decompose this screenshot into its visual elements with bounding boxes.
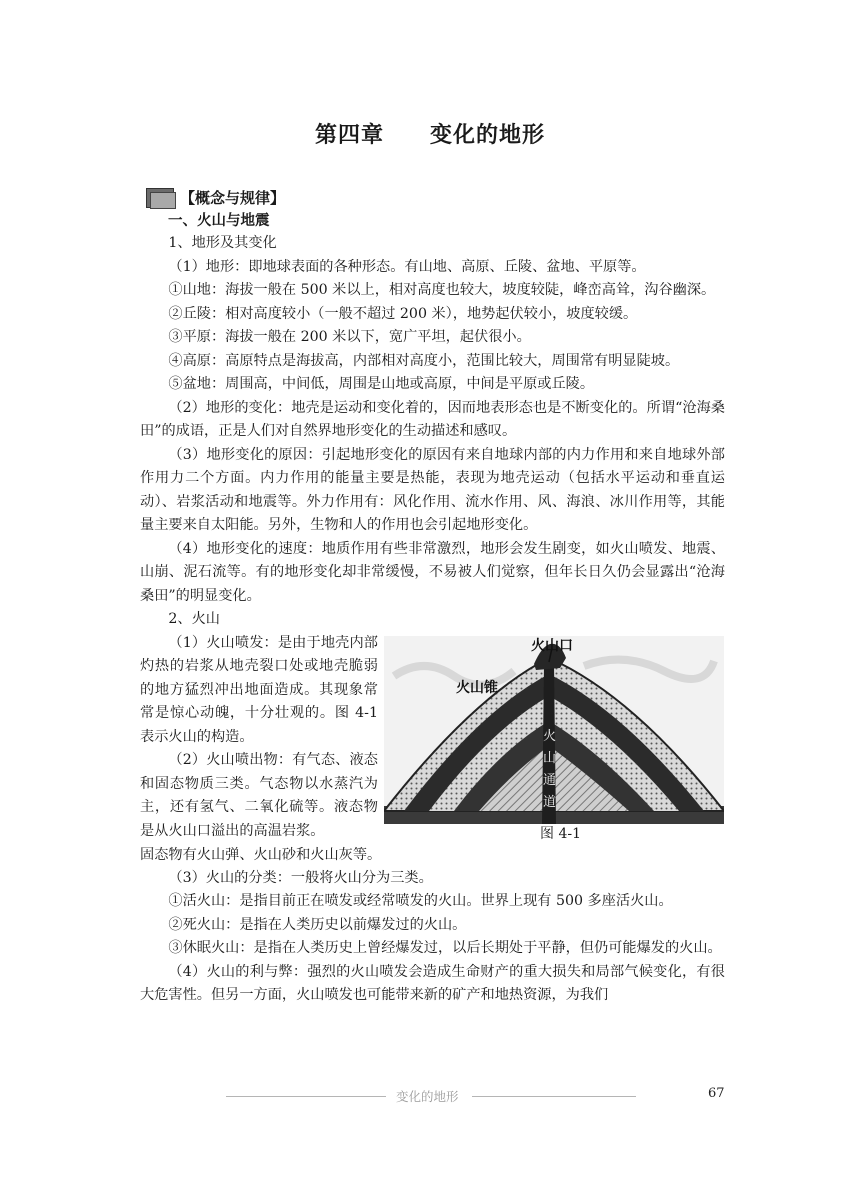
section-heading [146, 184, 285, 210]
volcano-diagram [384, 636, 724, 824]
paragraph: ①山地：海拔一般在 500 米以上，相对高度也较大，坡度较陡，峰峦高耸，沟谷幽深。 [168, 282, 716, 298]
paragraph: ④高原：高原特点是海拔高，内部相对高度小，范围比较大，周围常有明显陡坡。 [168, 352, 680, 369]
chapter-title [0, 118, 860, 149]
chapter-number: 第四章 [314, 123, 384, 148]
volcano-figure [384, 636, 724, 824]
post-figure-text [140, 867, 725, 1008]
paragraph: （1）地形：即地球表面的各种形态。有山地、高原、丘陵、盆地、平原等。 [168, 258, 646, 275]
footer-rule-right [472, 1096, 636, 1097]
footer-rule-left [226, 1096, 386, 1097]
paragraph: ⑤盆地：周围高，中间低，周围是山地或高原，中间是平原或丘陵。 [168, 376, 595, 392]
paragraph: ②丘陵：相对高度较小（一般不超过 200 米），地势起伏较小，坡度较缓。 [168, 305, 638, 322]
page-number: 67 [708, 1086, 725, 1101]
paragraph: （3）火山的分类：一般将火山分为三类。 [168, 869, 433, 886]
paragraph: 1、地形及其变化 [168, 235, 277, 251]
paragraph: （4）火山的利与弊：强烈的火山喷发会造成生命财产的重大损失和局部气候变化，有很大危害性。但另一方面，火山喷发也可能带来新的矿产和地热资源，为我们 [140, 963, 725, 1003]
conduit-label-char: 通 [543, 772, 557, 788]
paragraph: ③平原：海拔一般在 200 米以下，宽广平坦，起伏很小。 [168, 329, 531, 345]
conduit-label-char: 火 [543, 728, 557, 744]
paragraph: （2）地形的变化：地壳是运动和变化着的，因而地表形态也是不断变化的。所谓“沧海桑田”的成语，正是人们对自然界地形变化的生动描述和感叹。 [140, 399, 725, 439]
figure-caption: 图 4-1 [540, 825, 581, 842]
figure-wrap-block [140, 632, 725, 867]
paragraph: （3）地形变化的原因：引起地形变化的原因有来自地球内部的内力作用和来自地球外部作用力二个方面。内力作用的能量主要是热能，表现为地壳运动（包括水平运动和垂直运动）、岩浆活动和地震等。外力作用有：风化作用、流水作用、风、海浪、冰川作用等，其能量主要来自太阳能。另外，生物和人的作用也会引起地形变化。 [140, 446, 725, 533]
paragraph: （2）火山喷出物：有气态、液态和固态物质三类。气态物以水蒸汽为主，还有氢气、二氧化硫等。液态物是从火山口溢出的高温岩浆。 [140, 752, 378, 839]
paragraph: 固态物有火山弹、火山砂和火山灰等。 [140, 846, 382, 863]
subsection-title: 一、火山与地震 [168, 213, 270, 229]
body-text [140, 232, 725, 1008]
paragraph: ③休眠火山：是指在人类历史上曾经爆发过，以后长期处于平静，但仍可能爆发的火山。 [168, 940, 722, 956]
conduit-label-char: 山 [543, 750, 557, 766]
conduit-label-char: 道 [543, 794, 557, 810]
page-footer [226, 1086, 725, 1106]
wrapped-text-tail [140, 844, 440, 868]
section-title: 【概念与规律】 [180, 188, 286, 207]
paragraph: （4）地形变化的速度：地质作用有些非常激烈，地形会发生剧变，如火山喷发、地震、山崩、泥石流等。有的地形变化却非常缓慢，不易被人们觉察，但年长日久仍会显露出“沧海桑田”的明显变化。 [140, 540, 725, 604]
crater-label: 火山口 [531, 637, 573, 654]
cone-label: 火山锥 [456, 679, 498, 696]
paragraph: 2、火山 [168, 611, 220, 627]
folder-icon [146, 186, 176, 208]
running-title: 变化的地形 [396, 1089, 459, 1104]
paragraph: （1）火山喷发：是由于地壳内部灼热的岩浆从地壳裂口处或地壳脆弱的地方猛烈冲出地面造成。其现象常常是惊心动魄，十分壮观的。图 4-1 表示火山的构造。 [140, 634, 378, 745]
paragraph: ②死火山：是指在人类历史以前爆发过的火山。 [168, 916, 467, 933]
paragraph: ①活火山：是指目前正在喷发或经常喷发的火山。世界上现有 500 多座活火山。 [168, 893, 673, 909]
wrapped-text [140, 632, 378, 844]
chapter-name: 变化的地形 [430, 123, 546, 148]
